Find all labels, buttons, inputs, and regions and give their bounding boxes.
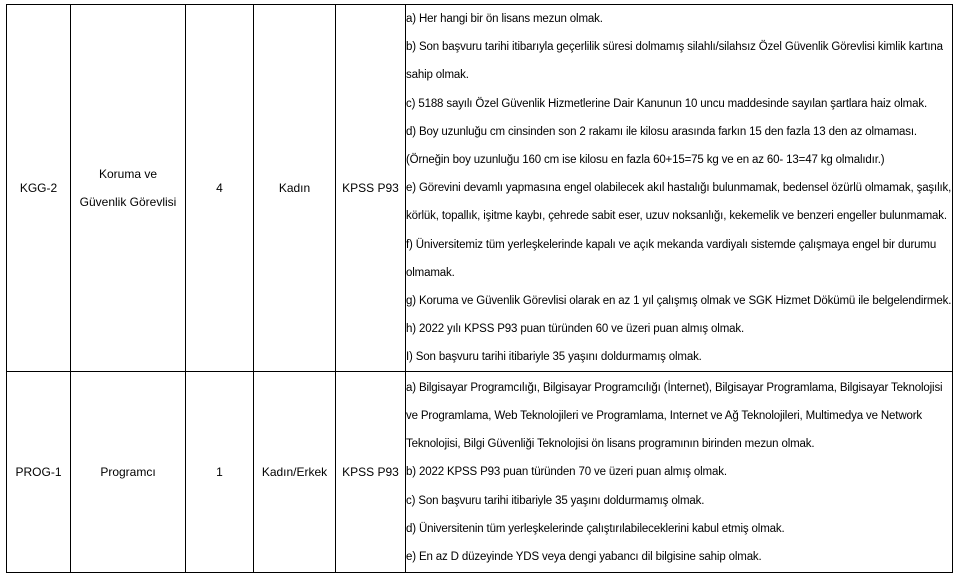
requirement-line: c) Son başvuru tarihi itibariyle 35 yaşını doldurmamış olmak. [406,494,705,507]
position-count: 1 [186,372,254,573]
position-code: KGG-2 [7,5,71,372]
position-code: PROG-1 [7,372,71,573]
position-kpss: KPSS P93 [336,5,406,372]
requirement-line: a) Her hangi bir ön lisans mezun olmak. [406,13,603,25]
position-kpss: KPSS P93 [336,372,406,573]
requirement-line: Teknolojisi, Bilgi Güvenliği Teknolojisi ön lisans programının birinden mezun olmak. [406,438,815,451]
position-title [71,5,186,372]
requirement-line: I) Son başvuru tarihi itibariyle 35 yaşını doldurmamış olmak. [406,351,702,364]
position-title-line: Koruma ve [98,167,158,182]
position-requirements [406,372,953,573]
position-title-line: Güvenlik Görevlisi [79,195,177,210]
requirement-line: b) Son başvuru tarihi itibarıyla geçerlilik süresi dolmamış silahlı/silahsız Özel Güvenlik Görevlisi kimlik kartına [406,41,943,54]
requirement-line: h) 2022 yılı KPSS P93 puan türünden 60 ve üzeri puan almış olmak. [406,323,745,336]
requirement-line: ve Programlama, Web Teknolojileri ve Programlama, Internet ve Ağ Teknolojileri, Multimedya ve Network [406,409,922,422]
requirement-line: d) Boy uzunluğu cm cinsinden son 2 rakamı ile kilosu arasında farkın 15 den fazla 13 den az olmaması. [406,125,917,138]
requirement-line: c) 5188 sayılı Özel Güvenlik Hizmetlerine Dair Kanunun 10 uncu maddesinde sayılan şartlara haiz olmak. [406,97,927,110]
requirement-line: sahip olmak. [406,69,469,82]
positions-table [6,4,953,573]
requirement-line: d) Üniversitenin tüm yerleşkelerinde çalıştırılabileceklerini kabul etmiş olmak. [406,522,785,535]
table-row [7,5,953,372]
requirement-line: e) En az D düzeyinde YDS veya dengi yabancı dil bilgisine sahip olmak. [406,550,762,563]
requirement-line: olmamak. [406,266,455,279]
position-requirements [406,5,953,372]
requirement-line: körlük, topallık, işitme kaybı, çehrede sabit eser, uzuv noksanlığı, kekemelik ve benzeri engeller bulunmamak. [406,210,947,223]
requirement-line: b) 2022 KPSS P93 puan türünden 70 ve üzeri puan almış olmak. [406,466,727,479]
position-gender: Kadın/Erkek [254,372,336,573]
position-count: 4 [186,5,254,372]
position-gender: Kadın [254,5,336,372]
requirement-line: (Örneğin boy uzunluğu 160 cm ise kilosu en fazla 60+15=75 kg ve en az 60- 13=47 kg olmalıdır.) [406,153,885,166]
requirement-line: e) Görevini devamlı yapmasına engel olabilecek akıl hastalığı bulunmamak, bedensel özürlü olmamak, şaşılık, [406,182,952,195]
requirement-line: g) Koruma ve Güvenlik Görevlisi olarak en az 1 yıl çalışmış olmak ve SGK Hizmet Dökümü ile belgelendirmek. [406,294,952,307]
requirement-line: a) Bilgisayar Programcılığı, Bilgisayar Programcılığı (İnternet), Bilgisayar Programlama, Bilgisayar Teknolojisi [406,381,943,394]
requirement-line: f) Üniversitemiz tüm yerleşkelerinde kapalı ve açık mekanda vardiyalı sistemde çalışmaya engel bir durumu [406,238,937,251]
table-row [7,372,953,573]
position-title: Programcı [71,372,186,573]
